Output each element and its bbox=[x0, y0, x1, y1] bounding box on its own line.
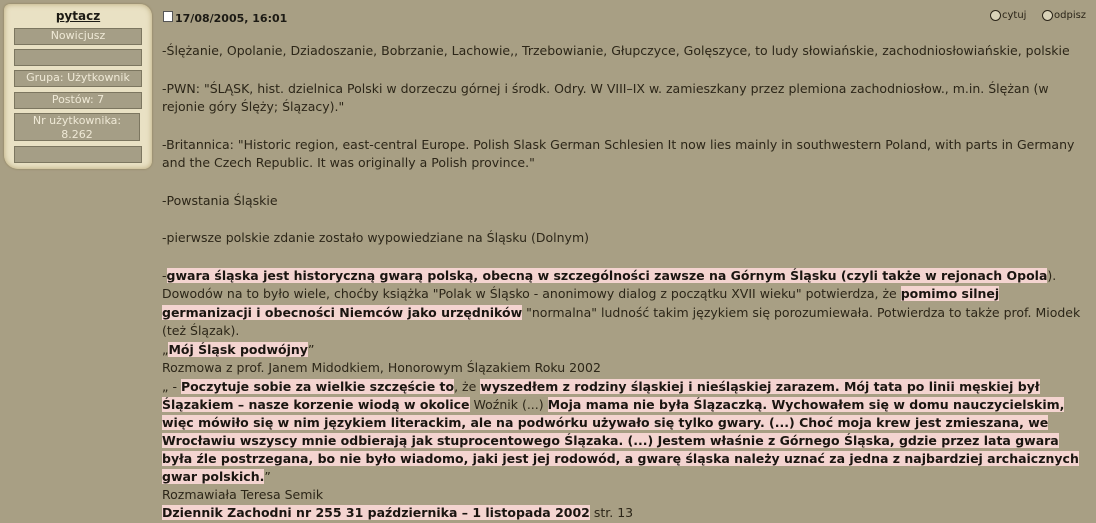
paragraph-uprisings: -Powstania Śląskie bbox=[162, 192, 278, 208]
quote-label: cytuj bbox=[1002, 10, 1027, 21]
reply-icon bbox=[1042, 10, 1053, 21]
user-rank: Nowicjusz bbox=[14, 28, 142, 45]
user-empty-box bbox=[14, 49, 142, 66]
username-link[interactable]: pytacz bbox=[55, 9, 101, 23]
source-highlight: Dziennik Zachodni nr 255 31 października – 1 listopada 2002 bbox=[162, 505, 590, 520]
paragraph-tribes: -Ślężanie, Opolanie, Dziadoszanie, Bobrzanie, Lachowie,, Trzebowianie, Głupczyce, Golęszyce, to ludy słowiańskie, zachodniosłowiańskie, polskie bbox=[162, 43, 1070, 58]
paragraph-britannica: -Britannica: "Historic region, east-central Europe. Polish Slask German Schlesien It now lies mainly in southwestern Poland, with parts in Germany and the Czech Republic. It was originally a Polish province." bbox=[162, 136, 1075, 170]
post-date: 17/08/2005, 16:01 bbox=[175, 12, 288, 25]
user-info-panel bbox=[4, 4, 152, 169]
paragraph-pwn: -PWN: "ŚLĄSK, hist. dzielnica Polski w dorzeczu górnej i środk. Odry. W VIII–IX w. zamieszkany przez plemiona zachodniosłow., m.in. Ślężan (w rejonie góry Ślęży; Ślązacy)." bbox=[162, 80, 1049, 114]
highlight-germanization: pomimo silnej germanizacji i obecności Niemców jako urzędników bbox=[162, 286, 1000, 320]
article-title: „Mój Śląsk podwójny” bbox=[162, 341, 315, 357]
reply-label: odpisz bbox=[1054, 10, 1087, 21]
user-number: Nr użytkownika: 8.262 bbox=[14, 113, 140, 141]
post-body bbox=[162, 42, 1092, 523]
interviewer-line: Rozmawiała Teresa Semik bbox=[162, 486, 324, 502]
paragraph-dialect: -gwara śląska jest historyczną gwarą polską, obecną w szczególności zawsze na Górnym Śląsku (czyli także w rejonach Opola). Dowodów na to było wiele, choćby książka "Polak w Śląsko - anonimowy dialog z początku XVII wieku" potwierdza, że pomimo silnej germanizacji i obecności Niemców jako urzędników "normalna" ludność takim językiem się porozumiewała. Potwierdza to także prof. Miodek (też Ślązak). bbox=[162, 267, 1081, 338]
source-line: Dziennik Zachodni nr 255 31 października – 1 listopada 2002 str. 13 bbox=[162, 505, 634, 520]
user-post-count: Postów: 7 bbox=[14, 92, 142, 109]
paragraph-first-sentence: -pierwsze polskie zdanie zostało wypowiedziane na Śląsku (Dolnym) bbox=[162, 230, 590, 245]
interview-quote: „ - Poczytuje sobie za wielkie szczęście to, że wyszedłem z rodziny śląskiej i nieśląskiej zarazem. Mój tata po linii męskiej był Ślązakiem – nasze korzenie wiodą w okolice Woźnik (...) Moja mama nie była Ślązaczką. Wychowałem się w domu nauczycielskim, więc mówiło się w nim językiem literackim, ale na podwórku używało się tylko gwary. (...) Choć moja krew jest zmieszana, we Wrocławiu wszyscy mnie odbierają jak stuprocentowego Ślązaka. (...) Jestem właśnie z Górnego Śląska, gdzie przez lata gwara była źle postrzegana, bo nie było wiadomo, jaki jest jej rodowód, a gwarę śląska należy uznać za jedna z najbardziej archaicznych gwar polskich.” bbox=[162, 378, 1079, 484]
post-icon bbox=[163, 11, 173, 22]
interview-line: Rozmowa z prof. Janem Midodkiem, Honorowym Ślązakiem Roku 2002 bbox=[162, 360, 601, 375]
reply-button[interactable] bbox=[1042, 9, 1086, 22]
user-group: Grupa: Użytkownik bbox=[14, 70, 142, 87]
quote-icon bbox=[990, 10, 1001, 21]
highlight-dialect: gwara śląska jest historyczną gwarą polską, obecną w szczególności zawsze na Górnym Śląsku (czyli także w rejonach Opola bbox=[166, 267, 1048, 283]
quote-button[interactable] bbox=[990, 9, 1026, 22]
user-empty-box-2 bbox=[14, 146, 142, 163]
